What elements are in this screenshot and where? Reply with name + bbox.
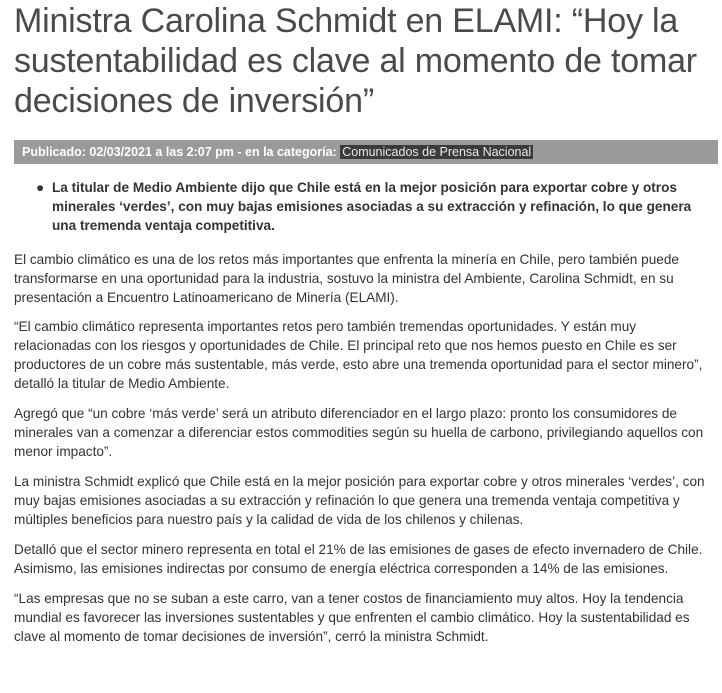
highlights-list <box>14 178 714 235</box>
highlight-item <box>36 178 714 235</box>
article-paragraph: “Las empresas que no se suban a este carro, van a tener costos de financiamiento muy altos. Hoy la tendencia mundial es favorecer las inversiones sustentables y que enfrenten el cambio climático. Hoy la sustentabilidad es clave al momento de tomar decisiones de inversión”, cerró la ministra Schmidt. <box>14 591 690 644</box>
bullet-icon: ● <box>36 180 45 195</box>
article-paragraph: Detalló que el sector minero representa en total el 21% de las emisiones de gases de efecto invernadero de Chile. Asimismo, las emisiones indirectas por consumo de energía eléctrica corresponden a 14% de las emisiones. <box>14 542 703 576</box>
article-paragraph: “El cambio climático representa importantes retos pero también tremendas oportunidades. Y están muy relacionadas con los riesgos y oportunidades de Chile. El principal reto que nos hemos puesto en Chile es ser productores de un cobre más sustentable, más verde, esto abre una tremenda oportunidad para el sector minero”, detalló la titular de Medio Ambiente. <box>14 319 703 391</box>
published-date-label: Publicado: 02/03/2021 a las 2:07 pm - en la categoría: <box>22 145 337 159</box>
article-paragraph: La ministra Schmidt explicó que Chile está en la mejor posición para exportar cobre y otros minerales ‘verdes’, con muy bajas emisiones asociadas a su extracción y refinación lo que genera una tremenda ventaja competitiva y múltiples beneficios para nuestro país y la calidad de vida de los chilenos y chilenas. <box>14 474 705 527</box>
article <box>14 0 714 646</box>
category-link[interactable]: Comunicados de Prensa Nacional <box>342 145 532 159</box>
article-meta-bar <box>14 140 718 164</box>
article-title: Ministra Carolina Schmidt en ELAMI: “Hoy la sustentabilidad es clave al momento de tomar decisiones de inversión” <box>14 2 697 120</box>
article-paragraph: El cambio climático es una de los retos más importantes que enfrenta la minería en Chile, pero también puede transformarse en una oportunidad para la industria, sostuvo la ministra del Ambiente, Carolina Schmidt, en su presentación a Encuentro Latinoamericano de Minería (ELAMI). <box>14 252 679 305</box>
highlight-text: La titular de Medio Ambiente dijo que Chile está en la mejor posición para exportar cobre y otros minerales ‘verdes’, con muy bajas emisiones asociadas a su extracción y refinación, lo que genera una tremenda ventaja competitiva. <box>52 180 692 233</box>
article-paragraph: Agregó que “un cobre ‘más verde’ será un atributo diferenciador en el largo plazo: pronto los consumidores de minerales van a comenzar a diferenciar estos commodities según su huella de carbono, privilegiando aquellos con menor impacto”. <box>14 406 704 459</box>
